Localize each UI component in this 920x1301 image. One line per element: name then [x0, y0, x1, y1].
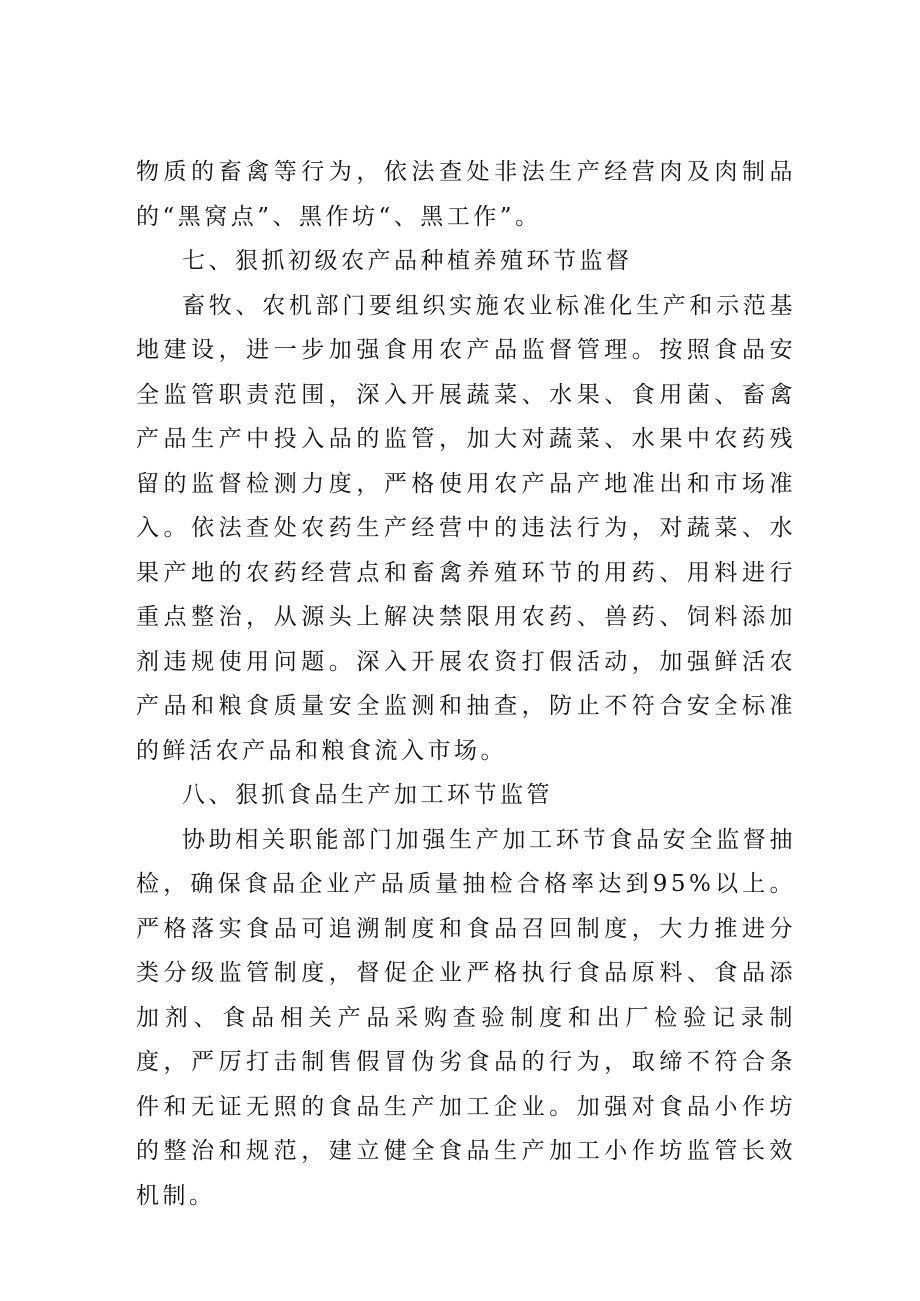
body-paragraph: 物质的畜禽等行为，依法查处非法生产经营肉及肉制品的“黑窝点”、黑作坊“、黑工作”。	[136, 159, 796, 230]
document-body	[136, 150, 796, 1218]
section-heading-8: 八、狠抓食品生产加工环节监管	[182, 782, 553, 808]
body-paragraph: 畜牧、农机部门要组织实施农业标准化生产和示范基地建设，进一步加强食用农产品监督管理。按照食品安全监管职责范围，深入开展蔬菜、水果、食用菌、畜禽产品生产中投入品的监管，加大对蔬菜、水果中农药残留的监督检测力度，严格使用农产品产地准出和市场准入。依法查处农药生产经营中的违法行为，对蔬菜、水果产地的农药经营点和畜禽养殖环节的用药、用料进行重点整治，从源头上解决禁限用农药、兽药、饲料添加剂违规使用问题。深入开展农资打假活动，加强鲜活农产品和粮食质量安全监测和抽查，防止不符合安全标准的鲜活农产品和粮食流入市场。	[136, 292, 796, 764]
body-paragraph: 协助相关职能部门加强生产加工环节食品安全监督抽检，确保食品企业产品质量抽检合格率达到95%以上。严格落实食品可追溯制度和食品召回制度，大力推进分类分级监管制度，督促企业严格执行食品原料、食品添加剂、食品相关产品采购查验制度和出厂检验记录制度，严厉打击制售假冒伪劣食品的行为，取缔不符合条件和无证无照的食品生产加工企业。加强对食品小作坊的整治和规范，建立健全食品生产加工小作坊监管长效机制。	[136, 826, 796, 1209]
section-heading-7: 七、狠抓初级农产品种植养殖环节监督	[182, 248, 633, 274]
